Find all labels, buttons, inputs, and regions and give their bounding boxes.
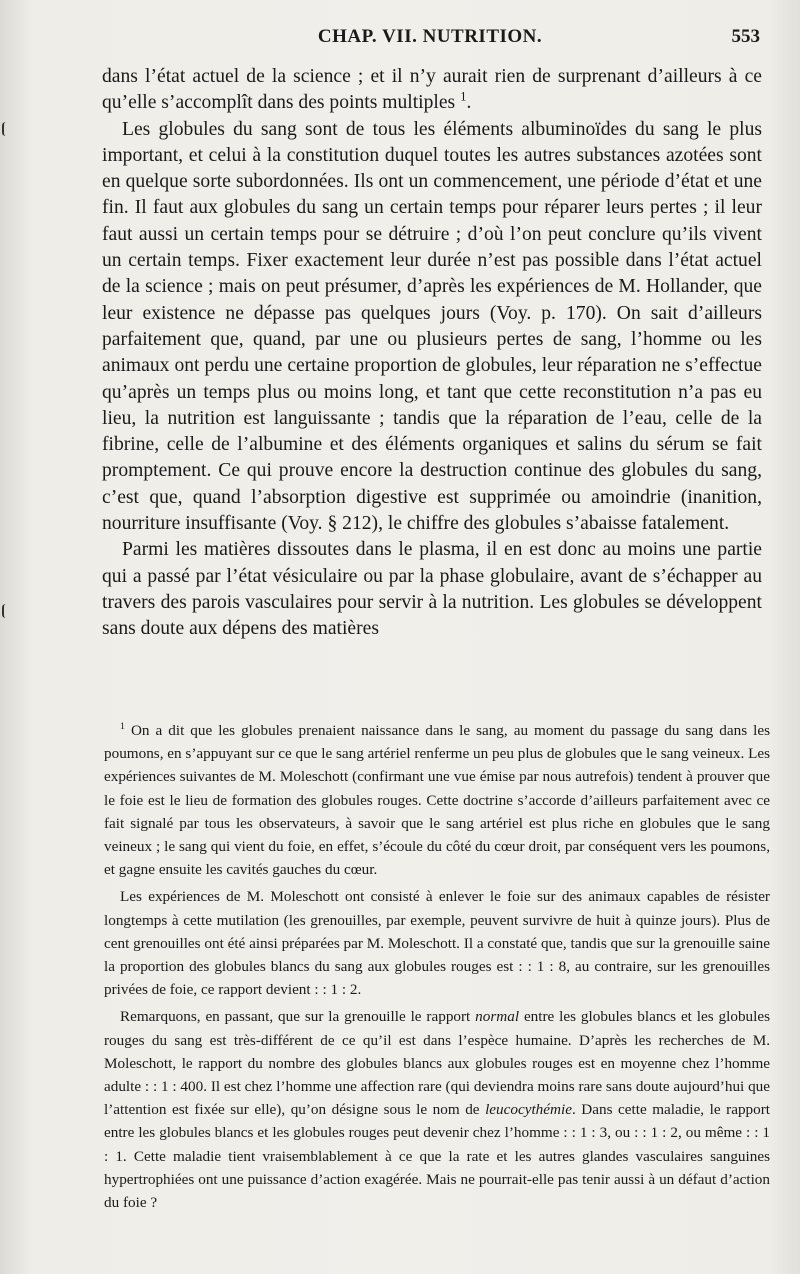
margin-mark (2, 604, 9, 618)
emphasis: normal (475, 1008, 520, 1026)
main-text (102, 64, 762, 643)
running-head: CHAP. VII. NUTRITION. (317, 26, 543, 47)
emphasis: leucocythémie (485, 1101, 572, 1119)
footnotes (104, 719, 770, 1214)
footnote-ref: 1 (460, 89, 467, 104)
paragraph (102, 64, 762, 117)
paragraph: Parmi les matières dissoutes dans le plasma, il en est donc au moins une partie qui a passé par l’état vésiculaire ou par la phase globulaire, avant de s’échapper au travers des parois vasculaires pour servir à la nutrition. Les globules se développent sans doute aux dépens des matières (102, 539, 762, 640)
footnote-marker: 1 (120, 720, 125, 732)
footnote-text: entre les globules blancs et les globules rouges du sang est très-différent de ce qu’il est dans l’espèce humaine. D’après les recherches de M. Moleschott, le rapport du nombre des globules blancs aux globules rouges est en moyenne chez l’homme adulte : : 1 : 400. Il est chez l’homme une affection rare (qui deviendra moins rare sans doute aujourd’hui que l’attention est fixée sur elle), qu’on désigne sous le nom de (104, 1008, 771, 1119)
footnote-paragraph: Les expériences de M. Moleschott ont consisté à enlever le foie sur des animaux capables de résister longtemps à cette mutilation (les grenouilles, par exemple, peuvent survivre de huit à quinze jours). Plus de cent grenouilles ont été ainsi préparées par M. Moleschott. Il a constaté que, tandis que sur la grenouille saine la proportion des globules blancs du sang aux globules rouges est : : 1 : 8, au contraire, sur les grenouilles privées de foie, ce rapport devient : : 1 : 2. (104, 888, 770, 999)
paragraph-text: . (466, 92, 472, 114)
footnote (104, 719, 770, 881)
footnote-paragraph (104, 1005, 770, 1214)
footnote-text: On a dit que les globules prenaient naissance dans le sang, au moment du passage du sang dans les poumons, en s’appuyant sur ce que le sang artériel renferme un peu plus de globules que le sang veineux. Les expériences suivantes de M. Moleschott (confirmant une vue émise par nous autrefois) tendent à prouver que le foie est le lieu de formation des globules rouges. Cette doctrine s’accorde d’ailleurs parfaitement avec ce fait signalé par tous les observateurs, à savoir que le sang artériel est plus riche en globules que le sang veineux ; le sang qui vient du foie, en effet, s’écoule du côté du cœur droit, par conséquent vers les poumons, et gagne ensuite les cavités gauches du cœur. (104, 722, 770, 879)
footnote-text: Remarquons, en passant, que sur la grenouille le rapport (120, 1008, 476, 1026)
margin-mark (2, 122, 9, 136)
page-number: 553 (731, 26, 760, 47)
paragraph: Les globules du sang sont de tous les éléments albuminoïdes du sang le plus important, et celui à la constitution duquel toutes les autres substances azotées sont en quelque sorte subordonnées. Ils ont un commencement, une période d’état et une fin. Il faut aux globules du sang un certain temps pour réparer leurs pertes ; il leur faut aussi un certain temps pour se détruire ; d’où l’on peut conclure qu’ils vivent un certain temps. Fixer exactement leur durée n’est pas possible dans l’état actuel de la science ; mais on peut présumer, d’après les expériences de M. Hollander, que leur existence ne dépasse pas quelques jours (Voy. p. 170). On sait d’ailleurs parfaitement que, quand, par une ou plusieurs pertes de sang, l’homme ou les animaux ont perdu une certaine proportion de globules, leur réparation ne s’effectue qu’après un temps plus ou moins long, et tant que cette reconstitution n’a pas eu lieu, la nutrition est languissante ; tandis que la réparation de l’eau, celle de la fibrine, celle de l’albumine et des éléments organiques et salins du sérum se fait promptement. Ce qui prouve encore la destruction continue des globules du sang, c’est que, quand l’absorption digestive est supprimée ou amoindrie (inanition, nourriture insuffisante (Voy. § 212), le chiffre des globules s’abaisse fatalement. (102, 118, 762, 535)
page-header (100, 26, 760, 56)
footnote-text: . Dans cette maladie, le rapport entre les globules blancs et les globules rouges peut devenir chez l’homme : : 1 : 3, ou : : 1 : 2, ou même : : 1 : 1. Cette maladie tient vraisemblablement à ce que la rate et les autres glandes vasculaires sanguines hypertrophiées ont une puissance d’action exagérée. Mais ne pourrait-elle pas tenir aussi à un défaut d’action du foie ? (104, 1101, 771, 1212)
paragraph-text: dans l’état actuel de la science ; et il n’y aurait rien de surprenant d’ailleurs à ce qu’elle s’accomplît dans des points multiples (102, 66, 762, 114)
